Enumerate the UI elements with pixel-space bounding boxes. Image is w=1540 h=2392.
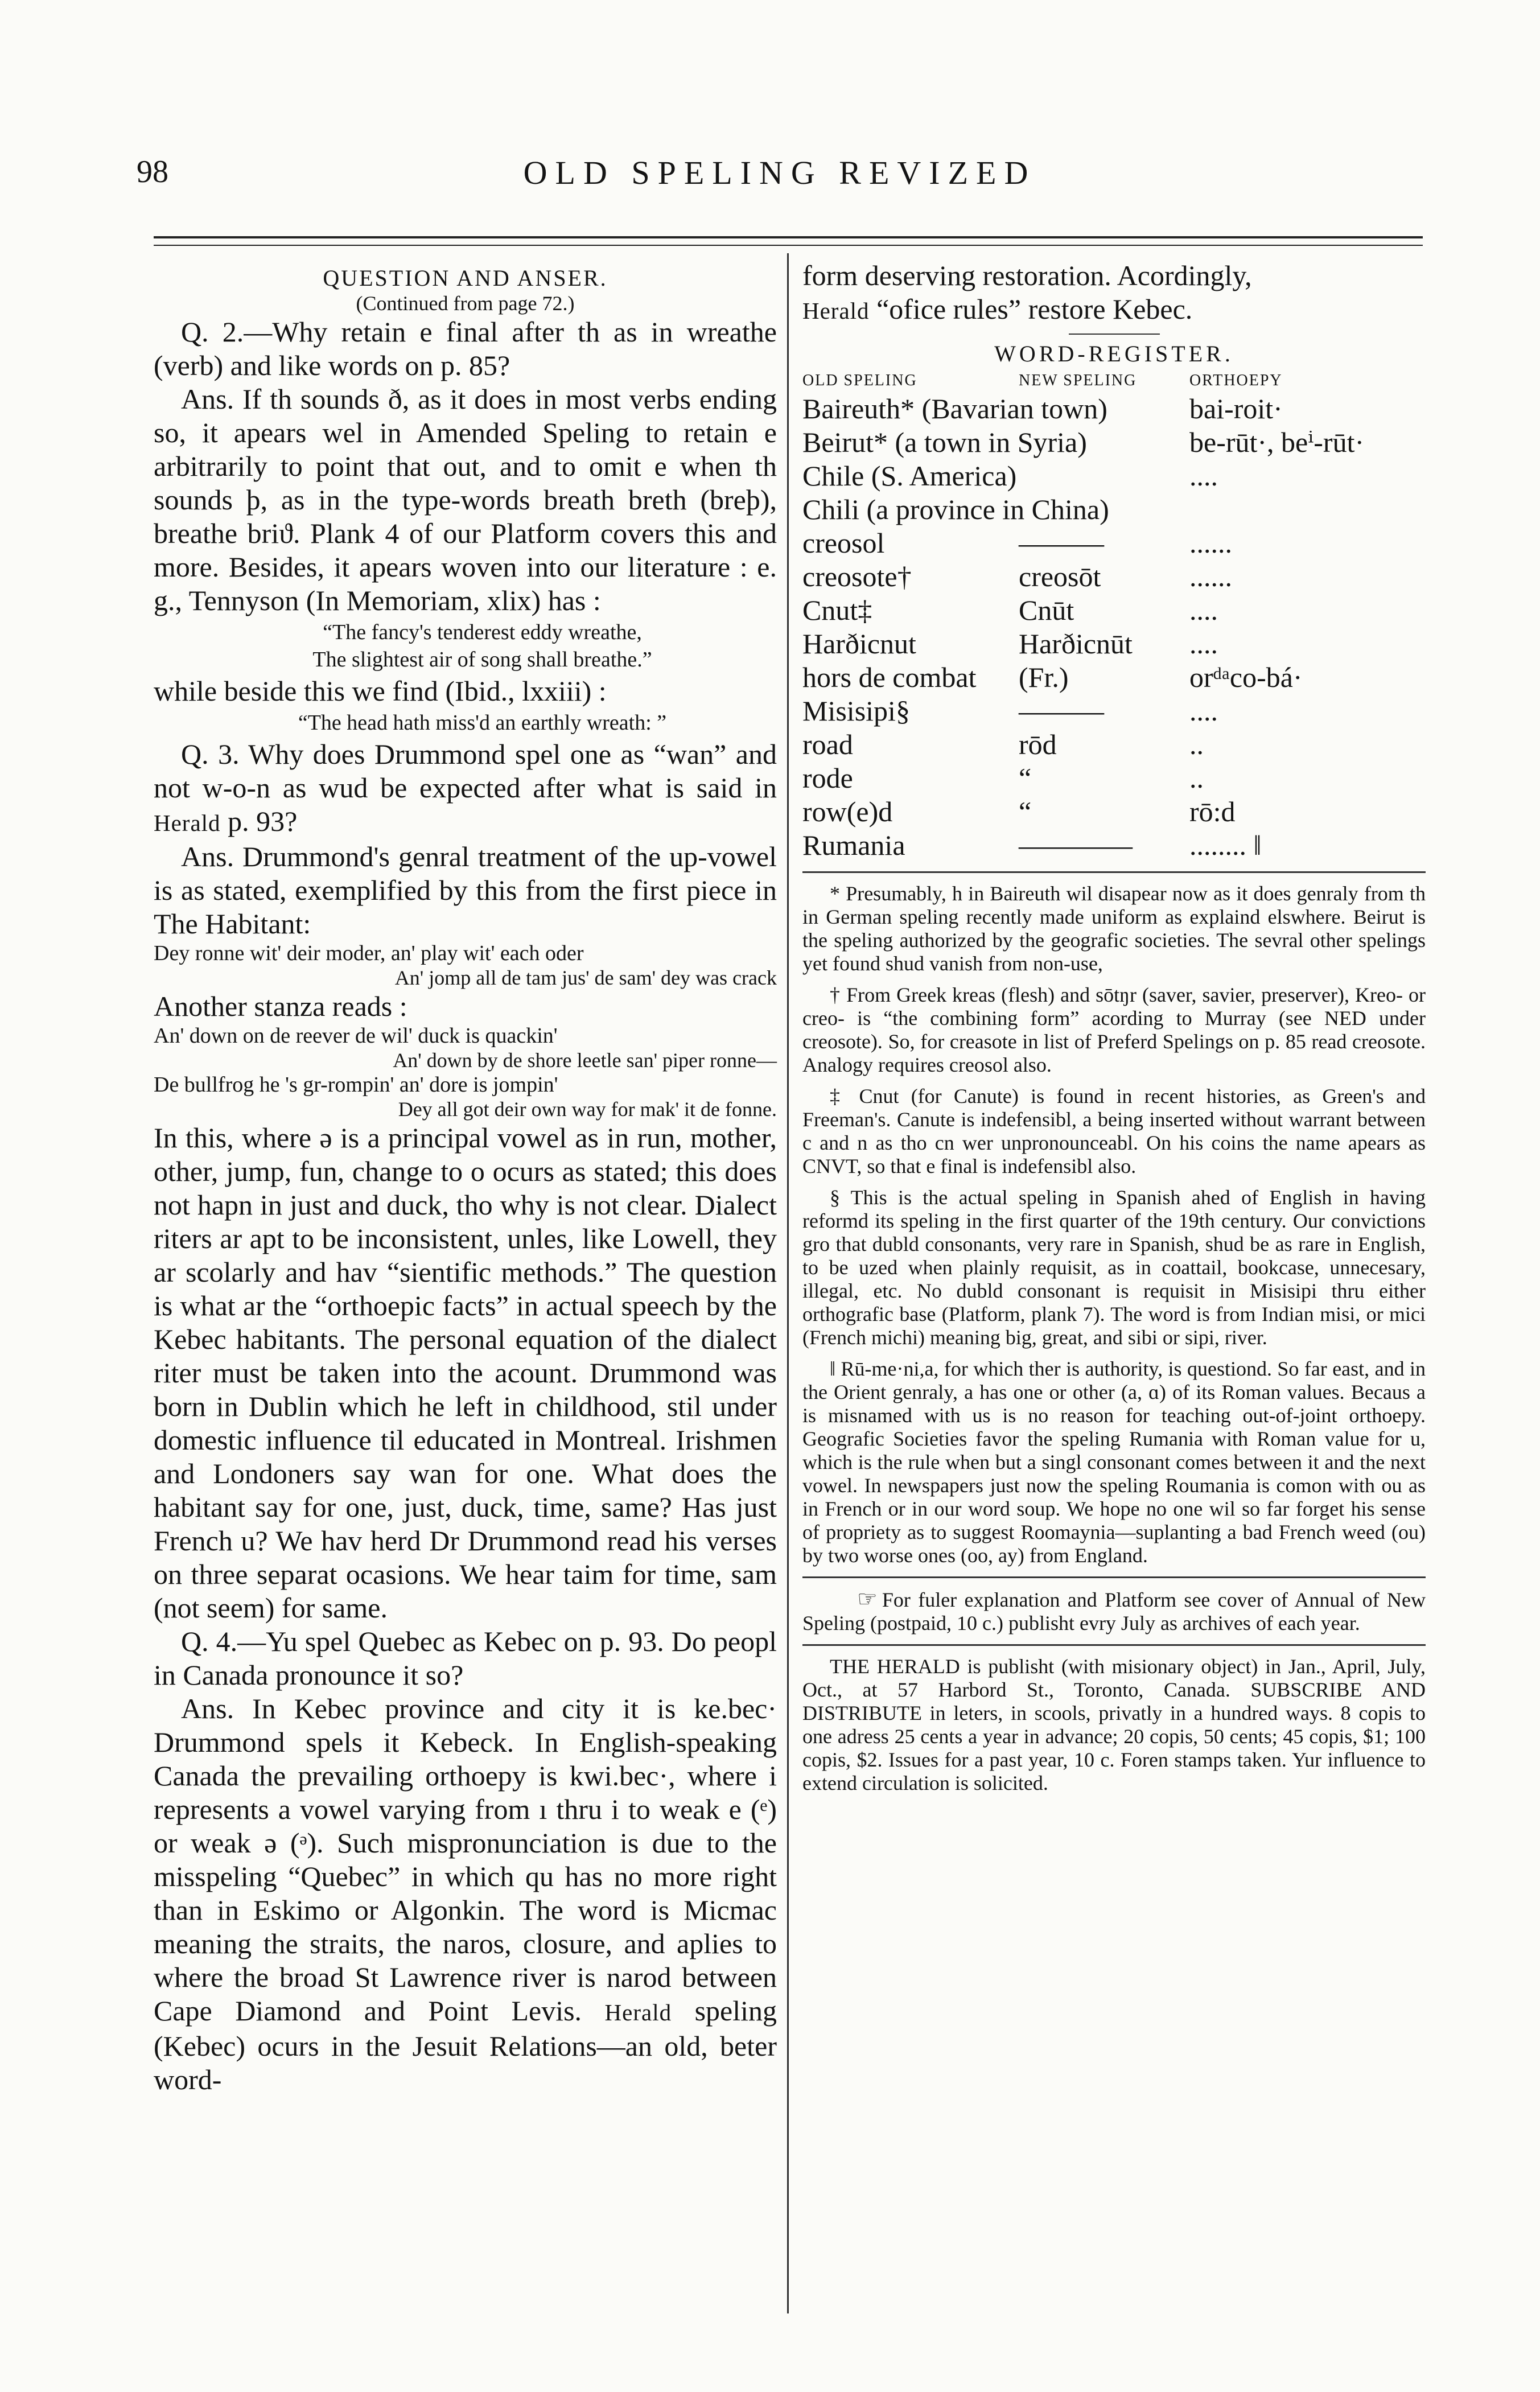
register-cell-orth: orᵈᵃco-bá·	[1189, 661, 1303, 693]
register-cell-orth: bai-roit·	[1189, 393, 1283, 425]
short-rule	[1069, 334, 1160, 335]
quote-line: “The fancy's tenderest eddy wreathe,	[323, 620, 642, 644]
section-subheading: (Continued from page 72.)	[356, 292, 575, 315]
verse-line: De bullfrog he 's gr-rompin' an' dore is jompin'	[154, 1073, 558, 1097]
register-cell-old: rode	[802, 762, 853, 794]
col-orth-header: ORTHOEPY	[1189, 372, 1283, 389]
question-2: Q. 2.—Why retain e final after th as in wreathe (verb) and like words on p. 85?	[154, 316, 777, 381]
register-row	[802, 829, 1364, 862]
register-cell-old: creosote†	[802, 561, 912, 592]
note-double-dagger: ‡ Cnut (for Canute) is found in recent histories, as Green's and Freeman's. Canute is indefensibl, a being inserted without warrant between c and n as tho cn wer unpronounceabl. On his coins the name apears as CNVT, so that e final is indefensibl also.	[802, 1085, 1426, 1178]
register-cell-new: “	[1019, 762, 1032, 794]
col-new-header: NEW SPELING	[1019, 372, 1137, 389]
register-cell-orth: ....	[1189, 628, 1218, 660]
running-title: OLD SPELING REVIZED	[523, 154, 1036, 191]
herald-ref: Herald	[604, 1999, 672, 2025]
register-cell-orth	[1189, 493, 1364, 526]
register-end-rule	[802, 871, 1426, 873]
herald-ref: Herald	[154, 810, 221, 836]
continued-line	[802, 293, 1426, 328]
register-cell-new: ———	[1019, 695, 1104, 727]
register-cell-new: ————	[1019, 829, 1133, 861]
pointing-hand-icon: ☞	[857, 1586, 878, 1612]
a4-end: speling (Kebec) ocurs in the Jesuit Relations—an old, beter word-	[154, 1995, 777, 2095]
register-row	[802, 761, 1364, 795]
column-divider	[787, 253, 789, 2313]
register-cell-old: Chili (a province in China)	[802, 493, 1109, 525]
verse-line: An' jomp all de tam jus' de sam' dey was crack	[394, 966, 777, 989]
register-cell-orth: ....	[1189, 695, 1218, 727]
register-cell-orth: ....	[1189, 460, 1218, 492]
question-3	[154, 738, 777, 840]
answer-4	[154, 1692, 777, 2097]
register-header	[802, 372, 1426, 390]
register-row	[802, 627, 1364, 661]
note-star: * Presumably, h in Baireuth wil disapear now as it does genraly from th in German speling recently made uniform as explaind elswhere. Beirut is the speling authorized by the geografic societies. The sevral other spelings yet found shud vanish from non-use,	[802, 882, 1426, 975]
register-row	[802, 728, 1364, 761]
running-head	[137, 154, 1423, 205]
answer-3-continued: In this, where ə is a principal vowel as in run, mother, other, jump, fun, change to o ocurs as stated; this does not hapn in just and duck, tho why is not clear. Dialect riters ar apt to be inconsistent, unles, like Lowell, they ar scolarly and hav “sientific methods.” The question is what ar the “orthoepic facts” in actual speech by the Kebec habitants. The personal equation of the dialect riter must be taken into the acount. Drummond was born in Dublin which he left in childhood, stil under domestic influence til educated in Montreal. Irishmen and Londoners say wan for one. What does the habitant say for one, just, duck, time, same? Has just French u? We hav herd Dr Drummond read his verses on three separat ocasions. We hear taim for time, sam (not seem) for same.	[154, 1122, 777, 1624]
left-column	[154, 259, 777, 2097]
register-row	[802, 594, 1364, 627]
herald-ref: Herald	[802, 298, 870, 324]
verse-line: An' down on de reever de wil' duck is quackin'	[154, 1024, 558, 1048]
register-row	[802, 694, 1364, 728]
register-row	[802, 392, 1364, 426]
verse-line: Dey ronne wit' deir moder, an' play wit' each oder	[154, 941, 584, 965]
register-cell-old: row(e)d	[802, 796, 893, 827]
verse-line: An' down by de shore leetle san' piper ronne—	[393, 1049, 777, 1072]
answer-2: Ans. If th sounds ð, as it does in most verbs ending so, it apears wel in Amended Speling to retain e arbitrarily to point that out, and to omit e when th sounds þ, as in the type-words breath breth (breþ), breathe briϑ. Plank 4 of our Platform covers this and more. Besides, it apears woven into our literature : e. g., Tennyson (In Memoriam, xlix) has :	[154, 383, 777, 616]
section-heading: QUESTION AND ANSER.	[323, 265, 608, 291]
notice-annual	[802, 1587, 1426, 1635]
register-cell-orth: ..	[1189, 728, 1204, 760]
header-rule-thin	[154, 245, 1423, 246]
page-number: 98	[137, 154, 168, 190]
notes-end-rule	[802, 1576, 1426, 1578]
right-column	[802, 259, 1426, 1795]
q3-text: Q. 3. Why does Drummond spel one as “wan” and not w-o-n as wud be expected after what is said in	[154, 738, 777, 804]
register-title: WORD-REGISTER.	[994, 341, 1234, 367]
quote-line: “The head hath miss'd an earthly wreath: ”	[298, 711, 667, 735]
register-cell-new: “	[1019, 796, 1032, 827]
header-rule	[154, 236, 1423, 238]
register-cell-old: hors de combat	[802, 661, 977, 693]
register-row	[802, 661, 1364, 694]
note-section: § This is the actual speling in Spanish ahed of English in having reformd its speling in the first quarter of the 19th century. Our convictions gro that dubld consonants, very rare in Spanish, shud be as rare in English, to be uzed when plainly requisit, as in coattail, bookcase, unnecesary, illegal, etc. No dubld consonant is requisit in Misisipi thru either orthografic base (Platform, plank 7). The word is from Indian misi, or mici (French michi) meaning big, great, and sibi or sipi, river.	[802, 1186, 1426, 1349]
verse-line: Dey all got deir own way for mak' it de fonne.	[398, 1098, 777, 1121]
register-cell-orth: ....	[1189, 594, 1218, 626]
register-cell-old: Cnut‡	[802, 594, 872, 626]
register-cell-new: Harðicnūt	[1019, 628, 1133, 660]
register-cell-new: creosōt	[1019, 561, 1101, 592]
register-cell-new: rōd	[1019, 728, 1057, 760]
while-line: while beside this we find (Ibid., lxxiii) :	[154, 675, 607, 707]
col-old-header: OLD SPELING	[802, 372, 917, 389]
notice-herald: THE HERALD is publisht (with misionary object) in Jan., April, July, Oct., at 57 Harbord St., Toronto, Canada. SUBSCRIBE AND DISTRIBUTE in leters, in scools, privatly in a hundred ways. 8 copis to one adress 25 cents a year in advance; 20 copis, 50 cents; 45 copis, $1; 100 copis, $2. Issues for a past year, 10 c. Foren stamps taken. Yur influence to extend circulation is solicited.	[802, 1655, 1426, 1794]
a4-text: Ans. In Kebec province and city it is ke.bec· Drummond spels it Kebeck. In English-speaking Canada the prevailing orthoepy is kwi.bec·, where i represents a vowel varying from ı thru i to weak e (ᵉ) or weak ə (ᵊ). Such mispronunciation is due to the misspeling “Quebec” in which qu has no more right than in Eskimo or Algonkin. The word is Micmac meaning the straits, the naros, closure, and aplies to where the broad St Lawrence river is narod between Cape Diamond and Point Levis.	[154, 1693, 777, 2027]
register-row	[802, 560, 1364, 594]
register-row	[802, 795, 1364, 829]
notice-rule	[802, 1644, 1426, 1646]
register-row	[802, 493, 1364, 526]
register-cell-orth: be-rūt·, beⁱ-rūt·	[1189, 426, 1365, 458]
note-dagger: † From Greek kreas (flesh) and sōtŋr (saver, savier, preserver), Kreo- or creo- is “the combining form” acording to Murray (see NED under creosote). So, for creasote in list of Preferd Spelings on p. 85 read creosote. Analogy requires creosol also.	[802, 983, 1426, 1076]
register-row	[802, 426, 1364, 459]
register-cell-orth: ......	[1189, 527, 1232, 559]
note-parallel: ǁ Rū-me·ni,a, for which ther is authority, is questiond. So far east, and in the Orient genraly, a has one or other (a, ɑ) of its Roman values. Becaus a is misnamed with us is no reason for teaching out-of-joint orthoepy. Geografic Societies favor the speling Rumania with Roman value for u, which is the rule when but a singl consonant comes between it and the next vowel. In newspapers just now the speling Roumania is comon with ou as in French or in our word soup. We hope no one wil so far forget his sense of propriety as to suggest Roomaynia—suplanting a bad French weed (ou) by two worse ones (oo, ay) from England.	[802, 1357, 1426, 1567]
notice-annual-text: For fuler explanation and Platform see cover of Annual of New Speling (postpaid, 10 c.) publisht evry July as archives of each year.	[802, 1588, 1426, 1635]
word-register-table	[802, 392, 1364, 862]
answer-3: Ans. Drummond's genral treatment of the up-vowel is as stated, exemplified by this from the first piece in The Habitant:	[154, 841, 777, 940]
register-cell-new: ———	[1019, 527, 1104, 559]
register-cell-orth: ......	[1189, 561, 1232, 592]
register-cell-old: road	[802, 728, 853, 760]
register-cell-old: Harðicnut	[802, 628, 916, 660]
q3-end: p. 93?	[228, 805, 298, 837]
register-cell-new: Cnūt	[1019, 594, 1074, 626]
register-cell-old: Beirut* (a town in Syria)	[802, 426, 1087, 458]
register-row	[802, 459, 1364, 493]
register-cell-orth: ........ ǁ	[1189, 829, 1262, 861]
register-cell-old: Baireuth* (Bavarian town)	[802, 393, 1107, 425]
register-cell-old: Chile (S. America)	[802, 460, 1017, 492]
quote-line: The slightest air of song shall breathe.”	[312, 648, 652, 672]
register-cell-old: Rumania	[802, 829, 905, 861]
question-4: Q. 4.—Yu spel Quebec as Kebec on p. 93. Do peopl in Canada pronounce it so?	[154, 1625, 777, 1691]
register-cell-old: creosol	[802, 527, 885, 559]
stanza-intro: Another stanza reads :	[154, 990, 407, 1022]
continued-line: form deserving restoration. Acordingly,	[802, 260, 1252, 291]
register-row	[802, 526, 1364, 560]
register-cell-new: (Fr.)	[1019, 661, 1069, 693]
register-cell-orth: rō:d	[1189, 796, 1236, 827]
register-cell-old: Misisipi§	[802, 695, 910, 727]
register-cell-orth: ..	[1189, 762, 1204, 794]
continued-text: “ofice rules” restore Kebec.	[876, 293, 1193, 325]
